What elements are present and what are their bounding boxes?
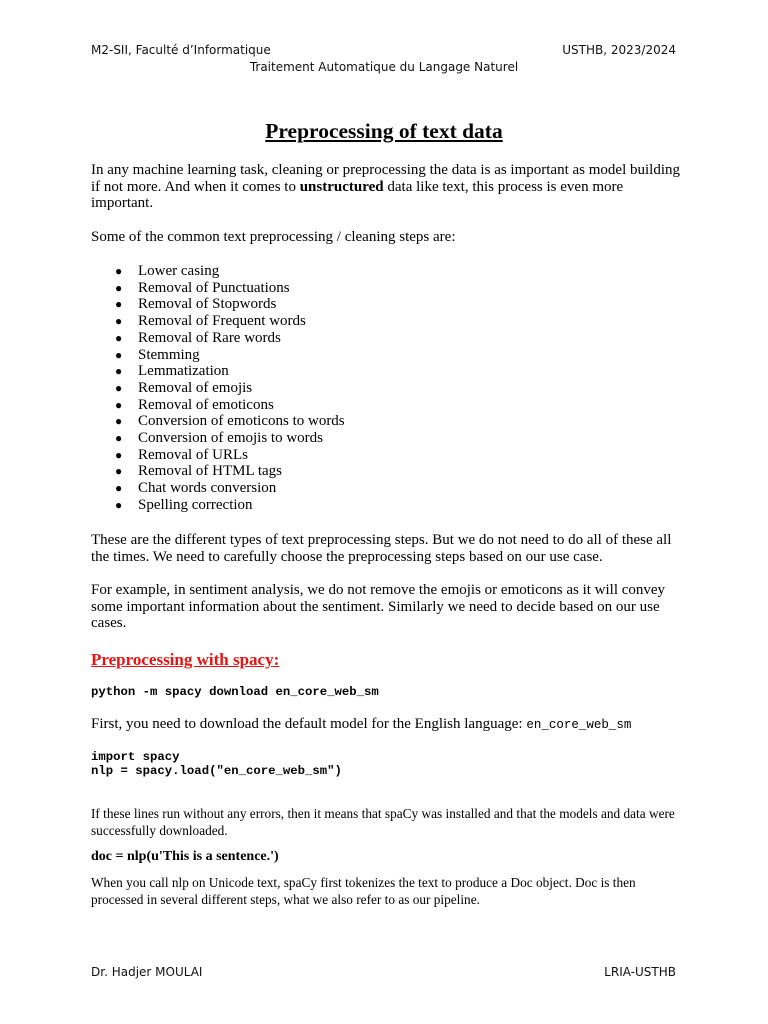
steps-intro: Some of the common text preprocessing / cleaning steps are: [91,229,456,245]
list-item [91,280,345,297]
list-item [91,347,345,364]
list-item [91,447,345,464]
bullet-icon: ● [115,431,123,446]
download-text: First, you need to download the default model for the English language: [91,716,527,732]
list-item [91,363,345,380]
list-item [91,330,345,347]
list-item-label: Removal of HTML tags [138,463,283,480]
bullet-icon: ● [115,380,123,395]
list-item-label: Removal of Punctuations [138,279,290,296]
list-item-label: Removal of Rare words [138,329,281,346]
list-item-label: Conversion of emoticons to words [138,413,345,430]
bullet-icon: ● [115,414,123,429]
load-code: import spacy nlp = spacy.load("en_core_web_sm") [91,750,342,778]
intro-text-bold: unstructured [299,178,384,195]
bullet-icon: ● [115,297,123,312]
list-item-label: Removal of emojis [138,379,253,396]
bullet-icon: ● [115,314,123,329]
intro-text-before: In any machine learning task, cleaning or preprocessing the data is as important as model building if not more. And when it comes to [91,162,680,195]
list-item-label: Removal of Frequent words [138,313,306,330]
list-item-label: Spelling correction [138,496,253,513]
bullet-icon: ● [115,264,123,278]
list-item [91,380,345,397]
section-title: Preprocessing with spacy: [91,650,280,669]
header-course: M2-SII, Faculté d’Informatique [91,43,271,57]
intro-text-after: data like text, this process is even more important. [91,178,624,212]
list-item-label: Chat words conversion [138,480,277,497]
list-item [91,263,345,280]
list-item [91,463,345,480]
list-item [91,413,345,430]
list-item-label: Removal of Stopwords [138,296,277,313]
footer-author: Dr. Hadjer MOULAI [91,965,203,979]
intro-paragraph [91,162,681,212]
header-subject: Traitement Automatique du Langage Naturel [249,60,519,74]
types-paragraph: These are the different types of text preprocessing steps. But we do not need to do all of these all the times. We need to carefully choose the preprocessing steps based on our use case. [91,532,672,565]
pipeline-paragraph: When you call nlp on Unicode text, spaCy first tokenizes the text to produce a Doc object. Doc is then processed in several different steps, what we also refer to as our pipeline. [91,875,636,907]
list-item [91,296,345,313]
list-item-label: Conversion of emojis to words [138,430,323,447]
list-item [91,430,345,447]
bullet-icon: ● [115,464,123,479]
bullet-icon: ● [115,447,123,462]
bullet-icon: ● [115,280,123,295]
download-command: python -m spacy download en_core_web_sm [91,685,379,699]
model-name-code: en_core_web_sm [526,718,632,732]
list-item-label: Removal of URLs [138,446,248,463]
page-title: Preprocessing of text data [265,119,503,143]
bullet-icon: ● [115,397,123,412]
bullet-icon: ● [115,364,123,379]
list-item-label: Lower casing [138,263,220,279]
download-paragraph [91,716,681,734]
install-paragraph: If these lines run without any errors, then it means that spaCy was installed and that the models and data were successfully downloaded. [91,806,675,838]
list-item [91,313,345,330]
list-item-label: Removal of emoticons [138,396,274,413]
list-item-label: Stemming [138,346,200,363]
list-item [91,397,345,414]
header-year: USTHB, 2023/2024 [562,43,676,57]
list-item [91,480,345,497]
footer-lab: LRIA-USTHB [604,965,676,979]
bullet-icon: ● [115,497,123,512]
list-item-label: Lemmatization [138,363,229,380]
steps-list [91,263,345,514]
bullet-icon: ● [115,481,123,496]
example-paragraph: For example, in sentiment analysis, we do not remove the emojis or emoticons as it will convey some important information about the sentiment. Similarly we need to decide based on our use cases. [91,582,666,632]
bullet-icon: ● [115,330,123,345]
bullet-icon: ● [115,347,123,362]
list-item [91,497,345,514]
doc-code-line: doc = nlp(u'This is a sentence.') [91,849,279,864]
